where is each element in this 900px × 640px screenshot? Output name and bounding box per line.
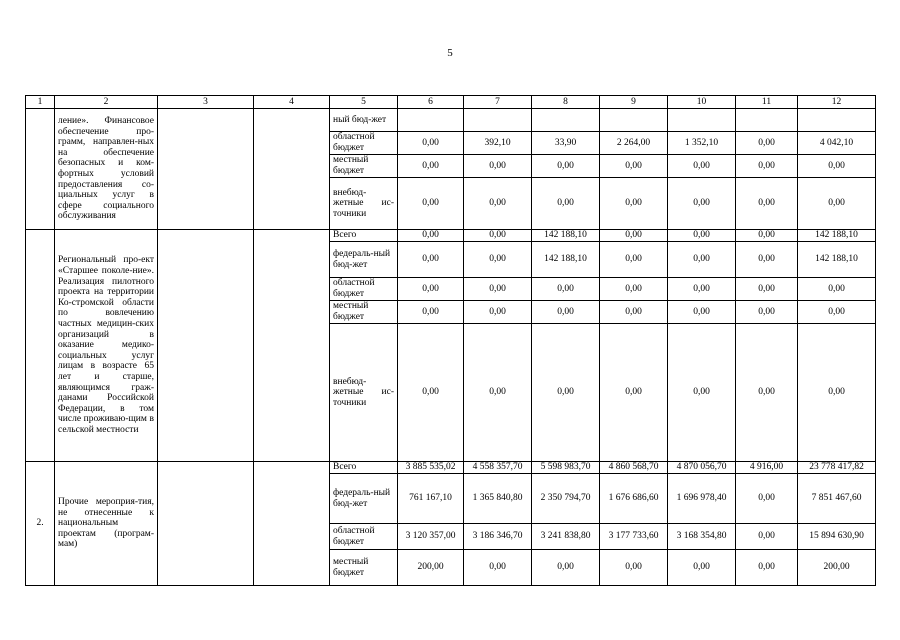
amount-cell: 0,00 — [398, 178, 464, 230]
amount-cell: 142 188,10 — [532, 242, 600, 278]
amount-cell: 1 352,10 — [668, 132, 736, 155]
column-header: 4 — [254, 96, 330, 109]
participant-cell — [254, 109, 330, 230]
column-header: 9 — [600, 96, 668, 109]
funding-source-cell: внебюд-жетные ис-точники — [330, 324, 398, 462]
column-header: 6 — [398, 96, 464, 109]
amount-cell: 3 120 357,00 — [398, 524, 464, 550]
amount-cell: 0,00 — [398, 301, 464, 324]
activity-name-cell: ление». Финансовое обеспечение про-грамм, направлен-ных на обеспечение безопасных и ком-фортных условий предоставления со-циальных услуг в сфере социального обслуживания — [55, 109, 158, 230]
amount-cell: 0,00 — [464, 178, 532, 230]
amount-cell: 0,00 — [600, 278, 668, 301]
funding-source-cell: областной бюджет — [330, 132, 398, 155]
amount-cell — [798, 109, 876, 132]
amount-cell: 0,00 — [736, 242, 798, 278]
amount-cell: 2 264,00 — [600, 132, 668, 155]
amount-cell — [532, 109, 600, 132]
amount-cell: 0,00 — [798, 178, 876, 230]
page-number: 5 — [447, 47, 453, 59]
amount-cell: 0,00 — [736, 132, 798, 155]
funding-source-cell: областной бюджет — [330, 278, 398, 301]
amount-cell — [668, 109, 736, 132]
table-row — [26, 109, 876, 132]
column-header: 1 — [26, 96, 55, 109]
amount-cell: 0,00 — [532, 155, 600, 178]
amount-cell: 0,00 — [600, 301, 668, 324]
amount-cell: 0,00 — [600, 324, 668, 462]
amount-cell: 0,00 — [668, 278, 736, 301]
amount-cell: 4 558 357,70 — [464, 462, 532, 474]
amount-cell: 0,00 — [668, 230, 736, 242]
amount-cell — [736, 109, 798, 132]
amount-cell: 0,00 — [464, 230, 532, 242]
amount-cell: 0,00 — [464, 301, 532, 324]
amount-cell: 0,00 — [532, 324, 600, 462]
amount-cell: 761 167,10 — [398, 474, 464, 524]
amount-cell: 0,00 — [736, 155, 798, 178]
amount-cell: 0,00 — [668, 301, 736, 324]
amount-cell: 0,00 — [736, 324, 798, 462]
column-header: 5 — [330, 96, 398, 109]
amount-cell: 0,00 — [736, 524, 798, 550]
amount-cell: 0,00 — [798, 278, 876, 301]
amount-cell: 0,00 — [600, 178, 668, 230]
column-header: 10 — [668, 96, 736, 109]
responsible-cell — [158, 109, 254, 230]
amount-cell: 1 676 686,60 — [600, 474, 668, 524]
amount-cell: 3 177 733,60 — [600, 524, 668, 550]
funding-source-cell: местный бюджет — [330, 301, 398, 324]
amount-cell: 3 168 354,80 — [668, 524, 736, 550]
amount-cell: 0,00 — [600, 155, 668, 178]
amount-cell: 0,00 — [398, 230, 464, 242]
column-header: 3 — [158, 96, 254, 109]
budget-table — [25, 95, 876, 586]
funding-source-cell: федераль-ный бюд-жет — [330, 474, 398, 524]
amount-cell: 7 851 467,60 — [798, 474, 876, 524]
amount-cell: 23 778 417,82 — [798, 462, 876, 474]
column-number-row — [26, 96, 876, 109]
amount-cell: 0,00 — [532, 178, 600, 230]
amount-cell: 200,00 — [798, 550, 876, 586]
amount-cell: 142 188,10 — [798, 242, 876, 278]
amount-cell: 200,00 — [398, 550, 464, 586]
amount-cell — [464, 109, 532, 132]
funding-source-cell: местный бюджет — [330, 550, 398, 586]
amount-cell: 0,00 — [398, 324, 464, 462]
funding-source-cell: федераль-ный бюд-жет — [330, 242, 398, 278]
funding-source-cell: внебюд-жетные ис-точники — [330, 178, 398, 230]
amount-cell: 0,00 — [532, 278, 600, 301]
amount-cell: 0,00 — [798, 324, 876, 462]
row-index-cell — [26, 230, 55, 462]
amount-cell: 2 350 794,70 — [532, 474, 600, 524]
column-header: 7 — [464, 96, 532, 109]
amount-cell: 0,00 — [736, 550, 798, 586]
table-row — [26, 230, 876, 242]
amount-cell: 0,00 — [798, 301, 876, 324]
amount-cell: 0,00 — [736, 301, 798, 324]
amount-cell: 0,00 — [464, 155, 532, 178]
amount-cell: 3 241 838,80 — [532, 524, 600, 550]
amount-cell: 142 188,10 — [798, 230, 876, 242]
amount-cell: 0,00 — [532, 550, 600, 586]
column-header: 2 — [55, 96, 158, 109]
funding-source-cell: ный бюд-жет — [330, 109, 398, 132]
responsible-cell — [158, 462, 254, 586]
amount-cell: 33,90 — [532, 132, 600, 155]
row-index-cell: 2. — [26, 462, 55, 586]
amount-cell: 0,00 — [668, 550, 736, 586]
amount-cell — [398, 109, 464, 132]
amount-cell: 1 365 840,80 — [464, 474, 532, 524]
row-index-cell — [26, 109, 55, 230]
table-row — [26, 462, 876, 474]
participant-cell — [254, 230, 330, 462]
amount-cell: 0,00 — [464, 550, 532, 586]
amount-cell: 392,10 — [464, 132, 532, 155]
amount-cell: 0,00 — [736, 474, 798, 524]
column-header: 8 — [532, 96, 600, 109]
amount-cell: 3 885 535,02 — [398, 462, 464, 474]
amount-cell: 0,00 — [736, 178, 798, 230]
activity-name-cell: Прочие мероприя-тия, не отнесенные к национальным проектам (програм-мам) — [55, 462, 158, 586]
amount-cell: 0,00 — [736, 230, 798, 242]
funding-source-cell: местный бюджет — [330, 155, 398, 178]
amount-cell: 0,00 — [398, 278, 464, 301]
funding-source-cell: Всего — [330, 462, 398, 474]
participant-cell — [254, 462, 330, 586]
column-header: 12 — [798, 96, 876, 109]
amount-cell: 4 860 568,70 — [600, 462, 668, 474]
amount-cell — [600, 109, 668, 132]
amount-cell: 0,00 — [798, 155, 876, 178]
amount-cell: 0,00 — [464, 278, 532, 301]
amount-cell: 0,00 — [464, 242, 532, 278]
amount-cell: 15 894 630,90 — [798, 524, 876, 550]
amount-cell: 3 186 346,70 — [464, 524, 532, 550]
amount-cell: 0,00 — [668, 155, 736, 178]
amount-cell: 5 598 983,70 — [532, 462, 600, 474]
activity-name-cell: Региональный про-ект «Старшее поколе-ние». Реализация пилотного проекта на территории Ко-стромской области по вовлечению частных медицин-ских организаций в оказание медико-социальных услуг лицам в возрасте 65 лет и старше, являющимся граж-данами Российской Федерации, в том числе проживаю-щим в сельской местности — [55, 230, 158, 462]
amount-cell: 0,00 — [668, 242, 736, 278]
amount-cell: 0,00 — [600, 550, 668, 586]
amount-cell: 0,00 — [736, 278, 798, 301]
amount-cell: 0,00 — [532, 301, 600, 324]
amount-cell: 4 916,00 — [736, 462, 798, 474]
amount-cell: 0,00 — [398, 155, 464, 178]
column-header: 11 — [736, 96, 798, 109]
responsible-cell — [158, 230, 254, 462]
amount-cell: 4 870 056,70 — [668, 462, 736, 474]
amount-cell: 1 696 978,40 — [668, 474, 736, 524]
amount-cell: 0,00 — [398, 132, 464, 155]
table-body — [26, 109, 876, 586]
funding-source-cell: областной бюджет — [330, 524, 398, 550]
amount-cell: 142 188,10 — [532, 230, 600, 242]
amount-cell: 0,00 — [668, 178, 736, 230]
amount-cell: 0,00 — [600, 242, 668, 278]
amount-cell: 0,00 — [464, 324, 532, 462]
funding-source-cell: Всего — [330, 230, 398, 242]
amount-cell: 4 042,10 — [798, 132, 876, 155]
amount-cell: 0,00 — [668, 324, 736, 462]
amount-cell: 0,00 — [398, 242, 464, 278]
amount-cell: 0,00 — [600, 230, 668, 242]
